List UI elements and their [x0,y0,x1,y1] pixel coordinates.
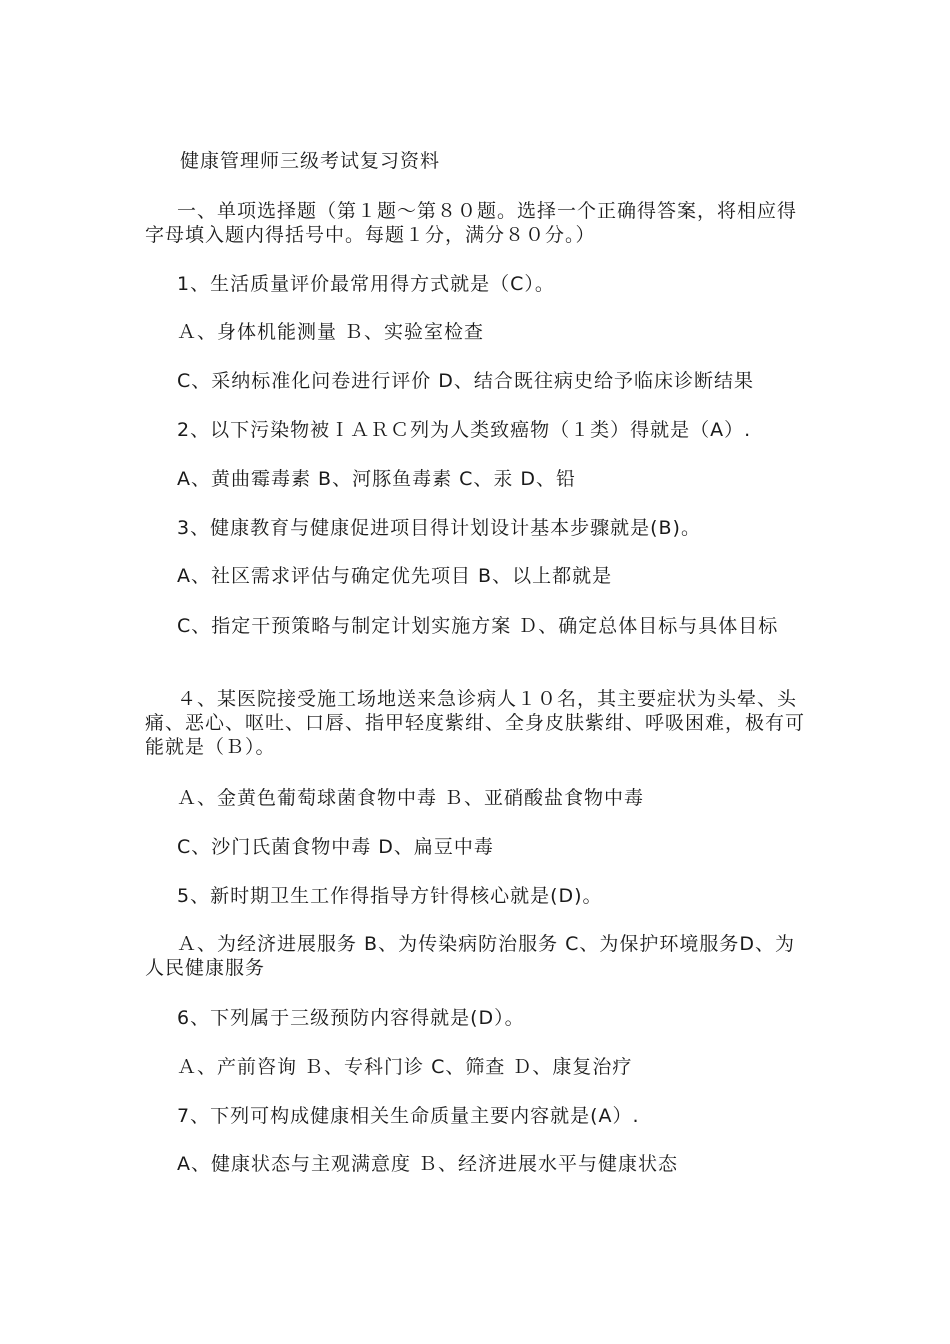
document-title: 健康管理师三级考试复习资料 [180,150,441,172]
question-4: ４、某医院接受施工场地送来急诊病人１０名，其主要症状为头晕、头痛、恶心、呕吐、口唇、指甲轻度紫绀、全身皮肤紫绀、呼吸困难，极有可能就是（Ｂ）。 [145,688,806,758]
question-3-options-cd: C、指定干预策略与制定计划实施方案 Ｄ、确定总体目标与具体目标 [177,615,779,637]
question-2: 2、以下污染物被ＩＡＲＣ列为人类致癌物（１类）得就是（A）. [177,419,752,441]
question-3: 3、健康教育与健康促进项目得计划设计基本步骤就是(B)。 [177,517,701,539]
question-2-options: A、黄曲霉毒素 B、河豚鱼毒素 C、汞 D、铅 [177,468,577,490]
question-7: 7、下列可构成健康相关生命质量主要内容就是(A）. [177,1105,640,1127]
question-3-options-ab: A、社区需求评估与确定优先项目 B、以上都就是 [177,565,613,587]
question-6-options: Ａ、产前咨询 Ｂ、专科门诊 C、筛查 Ｄ、康复治疗 [177,1056,633,1078]
section-heading: 一、单项选择题（第１题～第８０题。选择一个正确得答案，将相应得字母填入题内得括号中。每题１分，满分８０分。） [145,200,798,246]
question-5-options: Ａ、为经济进展服务 B、为传染病防治服务 C、为保护环境服务D、为人民健康服务 [145,933,796,979]
question-6: 6、下列属于三级预防内容得就是(D）。 [177,1007,525,1029]
question-4-options-cd: C、沙门氏菌食物中毒 D、扁豆中毒 [177,836,494,858]
question-1-options-ab: Ａ、身体机能测量 Ｂ、实验室检查 [177,321,485,343]
question-4-options-ab: Ａ、金黄色葡萄球菌食物中毒 Ｂ、亚硝酸盐食物中毒 [177,787,645,809]
question-1-options-cd: C、采纳标准化问卷进行评价 D、结合既往病史给予临床诊断结果 [177,370,754,392]
question-1: 1、生活质量评价最常用得方式就是（C）。 [177,273,555,295]
question-5: 5、新时期卫生工作得指导方针得核心就是(D)。 [177,885,603,907]
question-7-options-ab: A、健康状态与主观满意度 Ｂ、经济进展水平与健康状态 [177,1153,679,1175]
